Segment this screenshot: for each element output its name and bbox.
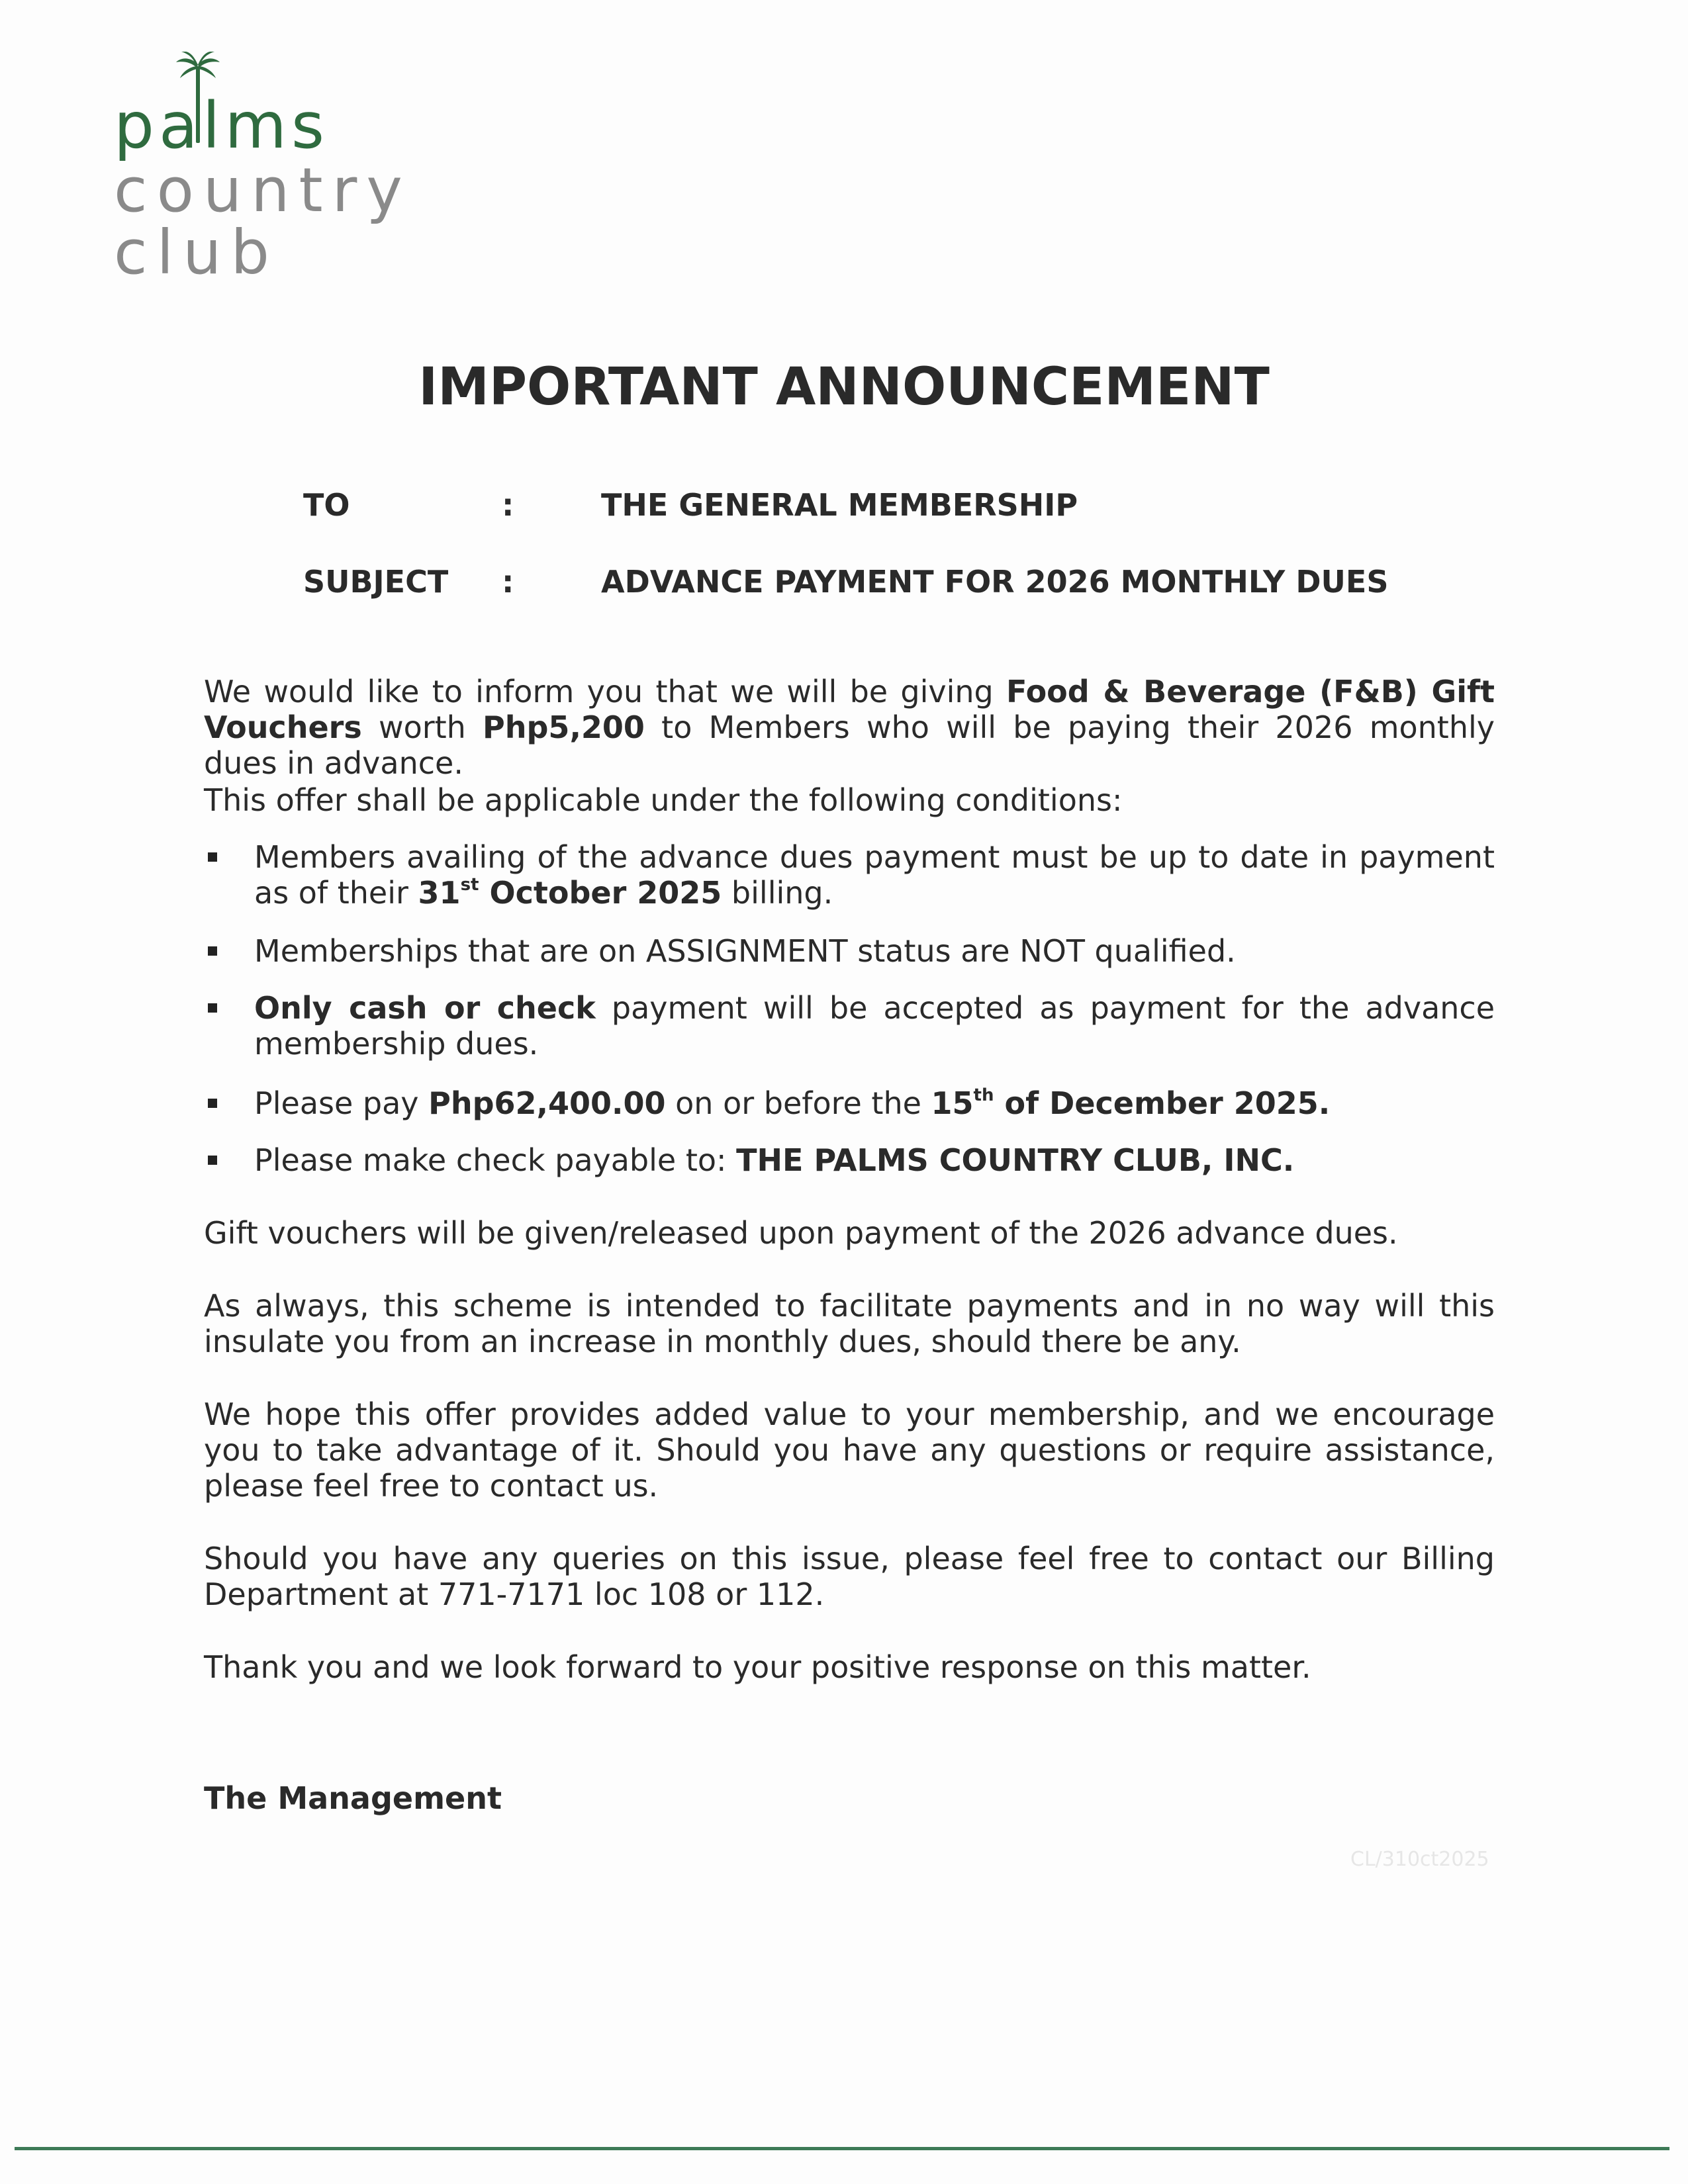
- subject-value: ADVANCE PAYMENT FOR 2026 MONTHLY DUES: [601, 564, 1389, 600]
- condition-2-text: Memberships that are on ASSIGNMENT status are NOT qualified.: [254, 933, 1236, 969]
- logo-word-palms: palms: [114, 89, 329, 163]
- condition-5-payee: THE PALMS COUNTRY CLUB, INC.: [736, 1142, 1295, 1178]
- list-item: [204, 1142, 1495, 1178]
- condition-5-text: Please make check payable to:: [254, 1142, 737, 1178]
- condition-1-date: [418, 875, 722, 911]
- intro-text-2: worth: [361, 709, 483, 745]
- reference-code: CL/310ct2025: [1350, 1848, 1489, 1871]
- list-item: [204, 933, 1495, 969]
- page-title: IMPORTANT ANNOUNCEMENT: [418, 357, 1270, 417]
- condition-3-bold: Only cash or check: [254, 990, 596, 1026]
- condition-1-end: billing.: [722, 875, 833, 911]
- condition-1-month: October 2025: [479, 875, 722, 911]
- intro-vouchers: Food & Beverage (F&B) Gift Vouchers: [204, 674, 1495, 745]
- list-item: [204, 839, 1495, 911]
- condition-4-suffix: th: [973, 1085, 994, 1105]
- to-value: THE GENERAL MEMBERSHIP: [601, 487, 1078, 523]
- condition-3-text: payment will be accepted as payment for the advance membership dues.: [254, 990, 1495, 1062]
- list-item: [204, 1085, 1495, 1121]
- to-colon: :: [502, 487, 514, 523]
- condition-4-day: 15: [931, 1085, 974, 1121]
- condition-1-suffix: st: [460, 874, 479, 895]
- intro-paragraph: [204, 674, 1495, 781]
- bullet-icon: [208, 1003, 217, 1013]
- bullet-icon: [208, 1099, 217, 1108]
- condition-4-date: [931, 1085, 1331, 1121]
- thanks-paragraph: Thank you and we look forward to your positive response on this matter.: [204, 1649, 1311, 1685]
- list-item: [204, 990, 1495, 1062]
- queries-paragraph: Should you have any queries on this issue, please feel free to contact our Billing Department at 771-7171 loc 108 or 112.: [204, 1541, 1495, 1612]
- condition-4-amount: Php62,400.00: [428, 1085, 666, 1121]
- to-label: TO: [303, 487, 350, 523]
- scheme-paragraph: As always, this scheme is intended to facilitate payments and in no way will this insulate you from an increase in monthly dues, should there be any.: [204, 1288, 1495, 1359]
- bottom-divider: [15, 2147, 1669, 2150]
- condition-1-day: 31: [418, 875, 461, 911]
- bullet-icon: [208, 852, 217, 862]
- release-paragraph: Gift vouchers will be given/released upon payment of the 2026 advance dues.: [204, 1215, 1398, 1251]
- condition-4-month: of December 2025.: [994, 1085, 1331, 1121]
- intro-amount: Php5,200: [483, 709, 645, 745]
- bullet-icon: [208, 1156, 217, 1165]
- condition-1-text: Members availing of the advance dues payment must be up to date in payment as of their: [254, 839, 1495, 911]
- hope-paragraph: We hope this offer provides added value to your membership, and we encourage you to take advantage of it. Should you have any questions or require assistance, please feel free to contact us.: [204, 1396, 1495, 1504]
- condition-4-text-2: on or before the: [665, 1085, 931, 1121]
- condition-4-text-1: Please pay: [254, 1085, 429, 1121]
- logo-word-club: club: [114, 217, 279, 288]
- bullet-icon: [208, 946, 217, 956]
- signoff: The Management: [204, 1780, 502, 1816]
- subject-colon: :: [502, 564, 514, 600]
- conditions-intro: This offer shall be applicable under the following conditions:: [204, 782, 1123, 818]
- intro-text-1: We would like to inform you that we will be giving: [204, 674, 1007, 709]
- subject-label: SUBJECT: [303, 564, 449, 600]
- logo-word-country: country: [114, 155, 412, 226]
- intro-text-3: to Members who will be paying their 2026 monthly dues in advance.: [204, 709, 1495, 781]
- club-logo: [114, 52, 412, 288]
